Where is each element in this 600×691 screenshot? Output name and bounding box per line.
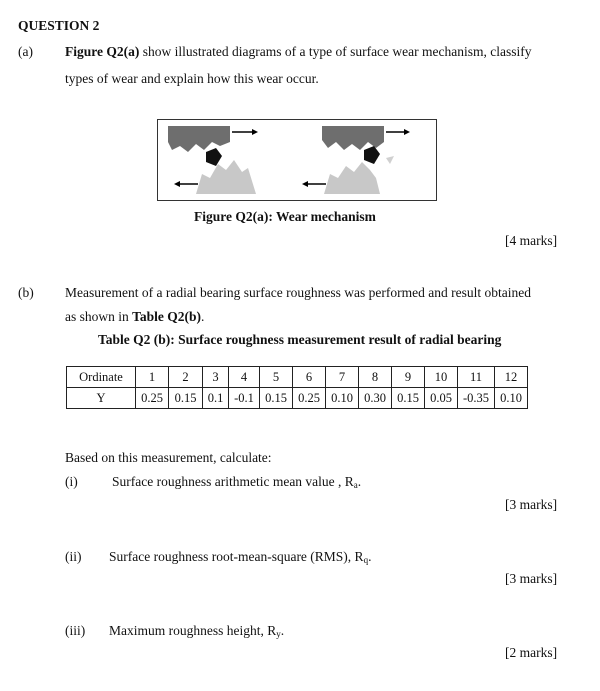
calc-intro: Based on this measurement, calculate: xyxy=(65,450,272,465)
wear-particle-right xyxy=(364,146,380,164)
y-value-cell: 0.15 xyxy=(392,388,425,409)
item-ii-num: (ii) xyxy=(65,549,82,564)
part-b-text-line1: Measurement of a radial bearing surface roughness was performed and result obtained xyxy=(65,285,531,300)
part-b-text-line2 xyxy=(65,309,204,325)
lower-surface-left xyxy=(196,160,256,194)
question-title: QUESTION 2 xyxy=(18,18,100,33)
y-value-cell: 0.25 xyxy=(136,388,169,409)
item-i-marks: [3 marks] xyxy=(505,497,558,512)
ordinate-cell: 12 xyxy=(495,367,528,388)
table-value-row xyxy=(67,388,528,409)
y-value-cell: 0.15 xyxy=(260,388,293,409)
roughness-table xyxy=(66,366,528,409)
y-value-cell: 0.10 xyxy=(495,388,528,409)
item-ii-end: . xyxy=(368,549,372,564)
part-b-label: (b) xyxy=(18,285,34,300)
item-iii-text xyxy=(109,623,284,639)
y-value-cell: 0.10 xyxy=(326,388,359,409)
ordinate-cell: 3 xyxy=(203,367,229,388)
ordinate-cell: 2 xyxy=(169,367,203,388)
item-i-end: . xyxy=(357,474,362,489)
ordinate-cell: 5 xyxy=(260,367,293,388)
small-fragment xyxy=(386,156,394,164)
arrowhead-right-right xyxy=(404,129,410,135)
item-iii-num: (iii) xyxy=(65,623,86,638)
ordinate-cell: 1 xyxy=(136,367,169,388)
y-value-cell: 0.30 xyxy=(359,388,392,409)
item-iii-marks: [2 marks] xyxy=(505,645,558,660)
part-a-text-rest: show illustrated diagrams of a type of surface wear mechanism, classify xyxy=(139,44,532,59)
table-header-row xyxy=(67,367,528,388)
item-i-num: (i) xyxy=(65,474,78,489)
y-value-cell: 0.25 xyxy=(293,388,326,409)
ordinate-header: Ordinate xyxy=(67,367,136,388)
part-a-marks: [4 marks] xyxy=(505,233,558,248)
ordinate-cell: 7 xyxy=(326,367,359,388)
ordinate-cell: 8 xyxy=(359,367,392,388)
ordinate-cell: 6 xyxy=(293,367,326,388)
arrowhead-left-right xyxy=(302,181,308,187)
item-ii-text xyxy=(109,549,371,565)
table-ref: Table Q2(b) xyxy=(132,309,202,324)
ordinate-cell: 10 xyxy=(425,367,458,388)
ordinate-cell: 11 xyxy=(458,367,495,388)
arrowhead-right-left xyxy=(252,129,258,135)
part-a-text-line1 xyxy=(65,44,532,60)
item-ii-label: Surface roughness root-mean-square (RMS), R xyxy=(109,549,364,564)
y-value-cell: -0.35 xyxy=(458,388,495,409)
ordinate-cell: 4 xyxy=(229,367,260,388)
part-a-label: (a) xyxy=(18,44,33,59)
item-i-sub: a xyxy=(353,480,358,490)
lower-surface-right xyxy=(324,162,380,194)
y-value-cell: 0.1 xyxy=(203,388,229,409)
y-value-cell: 0.15 xyxy=(169,388,203,409)
item-ii-sub: q xyxy=(363,555,369,565)
item-i-text xyxy=(112,474,361,490)
y-value-cell: 0.05 xyxy=(425,388,458,409)
item-iii-label: Maximum roughness height, R xyxy=(109,623,277,638)
item-ii-marks: [3 marks] xyxy=(505,571,558,586)
arrowhead-left-left xyxy=(174,181,180,187)
part-b-text-pre: as shown in xyxy=(65,309,133,324)
upper-surface-left xyxy=(168,126,230,152)
y-header: Y xyxy=(67,388,136,409)
item-i-label: Surface roughness arithmetic mean value , R xyxy=(112,474,354,489)
upper-surface-right xyxy=(322,126,384,150)
wear-particle-left xyxy=(206,148,222,166)
wear-mechanism-figure xyxy=(157,119,437,201)
wear-diagram xyxy=(158,120,436,200)
table-title: Table Q2 (b): Surface roughness measurement result of radial bearing xyxy=(98,332,502,347)
y-value-cell: -0.1 xyxy=(229,388,260,409)
figure-ref: Figure Q2(a) xyxy=(65,44,140,59)
item-iii-sub: y xyxy=(276,629,281,639)
part-a-text-line2: types of wear and explain how this wear occur. xyxy=(65,71,319,86)
figure-caption: Figure Q2(a): Wear mechanism xyxy=(194,209,376,224)
part-b-text-post: . xyxy=(201,309,205,324)
item-iii-end: . xyxy=(280,623,285,638)
ordinate-cell: 9 xyxy=(392,367,425,388)
